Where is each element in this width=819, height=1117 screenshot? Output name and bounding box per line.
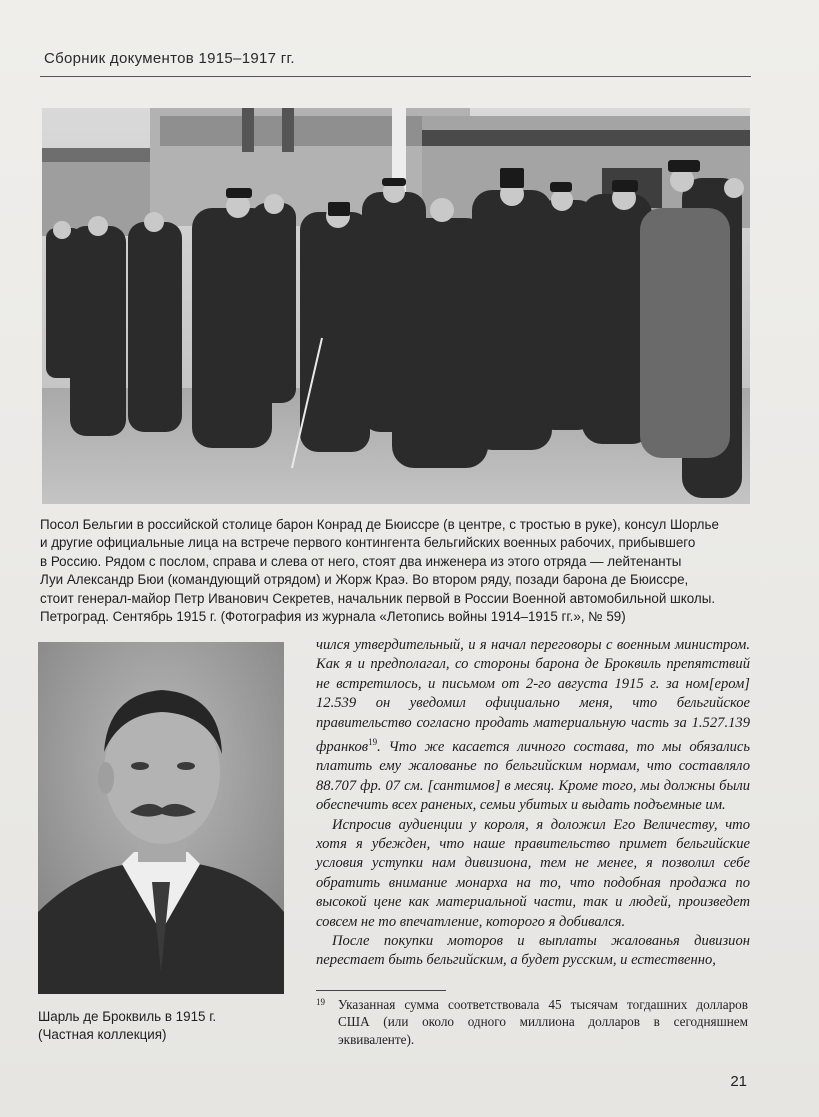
- group-photograph: [42, 108, 750, 504]
- footnote-marker[interactable]: 19: [368, 737, 378, 748]
- footnote-divider: [316, 990, 446, 991]
- paragraph: Испросив аудиенции у короля, я доложил Его Величеству, что хотя я убежден, что наше правительство примет бельгийские условия уступки нам дивизиона, тем не менее, я позволил себе обратить внимание монарха на то, что подобная продажа по высокой цене как материальной части, так и людей, произведет совсем не то впечатление, которого я добивался.: [316, 816, 750, 930]
- running-header: Сборник документов 1915–1917 гг.: [44, 50, 295, 67]
- paragraph-text: чился утвердительный, и я начал переговоры с военным министром. Как я и предполагал, со стороны барона де Броквиль препятствий не встретилось, и письмом от 2-го августа 1915 г. за ном[ером] 12.539 он уведомил официально меня, что бельгийское правительство согласно продать материальную часть за 1.527.139 франков: [316, 637, 750, 755]
- footnote-text: Указанная сумма соответствовала 45 тысячам тогдашних долларов США (или около одного миллиона долларов в сегодняшнем эквиваленте).: [338, 997, 748, 1047]
- caption-line: Луи Александр Бюи (командующий отрядом) и Жорж Краэ. Во втором ряду, позади барона де Бюиссре,: [40, 572, 689, 588]
- footnote: [316, 996, 748, 1048]
- caption-line: Посол Бельгии в российской столице барон Конрад де Бюиссре (в центре, с тростью в руке), консул Шорлье: [40, 517, 719, 532]
- portrait-caption-source: (Частная коллекция): [38, 1027, 167, 1043]
- portrait-photograph: [38, 642, 284, 994]
- paragraph: [316, 636, 750, 816]
- paragraph-text: . Что же касается личного состава, то мы обязались платить ему жалованье по бельгийским нормам, что составляло 88.707 фр. 07 см. [сантимов] в месяц. Кроме того, мы должны были обеспечить всех раненых, семьи убитых и выдать подъемные им.: [316, 738, 750, 814]
- portrait-image: [38, 642, 284, 994]
- page-number: 21: [730, 1073, 747, 1090]
- portrait-caption: [38, 1008, 288, 1045]
- caption-line: в Россию. Рядом с послом, справа и слева от него, стоят два инженера из этого отряда — лейтенанты: [40, 553, 682, 569]
- group-photograph-caption: [40, 516, 760, 626]
- header-divider: [40, 76, 751, 77]
- body-text: [316, 636, 750, 971]
- group-photograph-image: [42, 108, 750, 504]
- portrait-caption-name: Шарль де Броквиль в 1915 г.: [38, 1009, 217, 1024]
- caption-line: стоит генерал-майор Петр Иванович Секретев, начальник первой в России Военной автомобильной школы.: [40, 590, 716, 606]
- paragraph: После покупки моторов и выплаты жалованья дивизион перестает быть бельгийским, а будет русским, и естественно,: [316, 932, 750, 969]
- caption-line: Петроград. Сентябрь 1915 г. (Фотография из журнала «Летопись войны 1914–1915 гг.», № 59): [40, 609, 626, 625]
- footnote-number: 19: [316, 997, 325, 1007]
- caption-line: и другие официальные лица на встрече первого контингента бельгийских военных рабочих, прибывшего: [40, 535, 696, 551]
